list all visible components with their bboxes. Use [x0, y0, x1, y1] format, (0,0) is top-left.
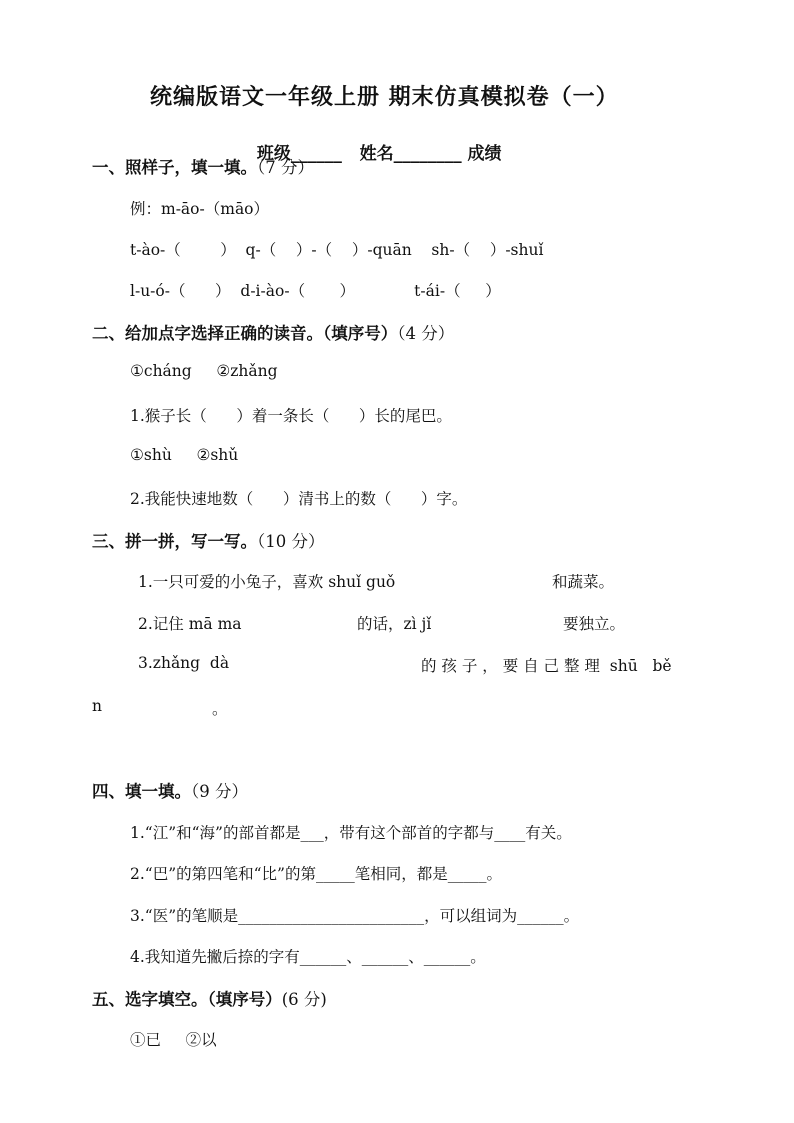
- section-3-q2-end: 要独立。: [563, 615, 626, 633]
- section-1-line-2[interactable]: l-u-ó-（ ） d-i-ào-（ ） t-ái-（ ）: [130, 282, 501, 300]
- section-4-heading: 四、填一填。（9 分）: [92, 782, 248, 801]
- section-2-question-1[interactable]: 1.猴子长（ ）着一条长（ ）长的尾巴。: [130, 407, 452, 425]
- section-3-q3-start: 3.zhǎng dà: [138, 654, 230, 672]
- section-5-heading: 五、选字填空。（填序号）(6 分): [92, 990, 327, 1009]
- section-1-heading: 一、照样子，填一填。（7 分）: [92, 158, 314, 177]
- section-4-line-3[interactable]: 3.“医”的笔顺是________________________，可以组词为______。: [130, 907, 580, 925]
- section-4-line-1[interactable]: 1.“江”和“海”的部首都是___，带有这个部首的字都与____有关。: [130, 824, 572, 842]
- section-3-heading: 三、拼一拼，写一写。（10 分）: [92, 532, 325, 551]
- section-5-options: ①已 ②以: [130, 1031, 217, 1049]
- section-2-question-2[interactable]: 2.我能快速地数（ ）清书上的数（ ）字。: [130, 490, 468, 508]
- name-label: 姓名: [359, 144, 394, 164]
- name-blank[interactable]: ________: [393, 144, 462, 164]
- page-title: 统编版语文一年级上册 期末仿真模拟卷（一）: [150, 84, 619, 110]
- section-3-q3-mid: 的 孩 子 ， 要 自 己 整 理 shū bě: [421, 657, 672, 675]
- section-1-example: 例：m-āo-（māo）: [130, 200, 270, 218]
- section-3-q1-start: 1.一只可爱的小兔子，喜欢 shuǐ guǒ: [138, 573, 396, 591]
- section-4-line-4[interactable]: 4.我知道先撇后捺的字有______、______、______。: [130, 948, 486, 966]
- section-1-line-1[interactable]: t-ào-（ ） q-（ ）-（ ）-quān sh-（ ）-shuǐ: [130, 241, 544, 259]
- section-3-q2-mid: 的话，zì jǐ: [357, 615, 432, 633]
- section-2-options-1: ①cháng ②zhǎng: [130, 362, 278, 380]
- section-4-line-2[interactable]: 2.“巴”的第四笔和“比”的第_____笔相同，都是_____。: [130, 865, 502, 883]
- class-label: 班级: [256, 144, 291, 164]
- section-3-q2-start: 2.记住 mā ma: [138, 615, 242, 633]
- score-label: 成绩: [467, 144, 502, 164]
- section-3-q1-end: 和蔬菜。: [552, 573, 615, 591]
- class-blank[interactable]: ______: [290, 144, 342, 164]
- section-2-options-2: ①shù ②shǔ: [130, 446, 239, 464]
- section-3-q3-end: 。: [212, 700, 228, 718]
- section-3-q3-wrap: n: [92, 697, 102, 715]
- section-2-heading: 二、给加点字选择正确的读音。（填序号）（4 分）: [92, 324, 455, 343]
